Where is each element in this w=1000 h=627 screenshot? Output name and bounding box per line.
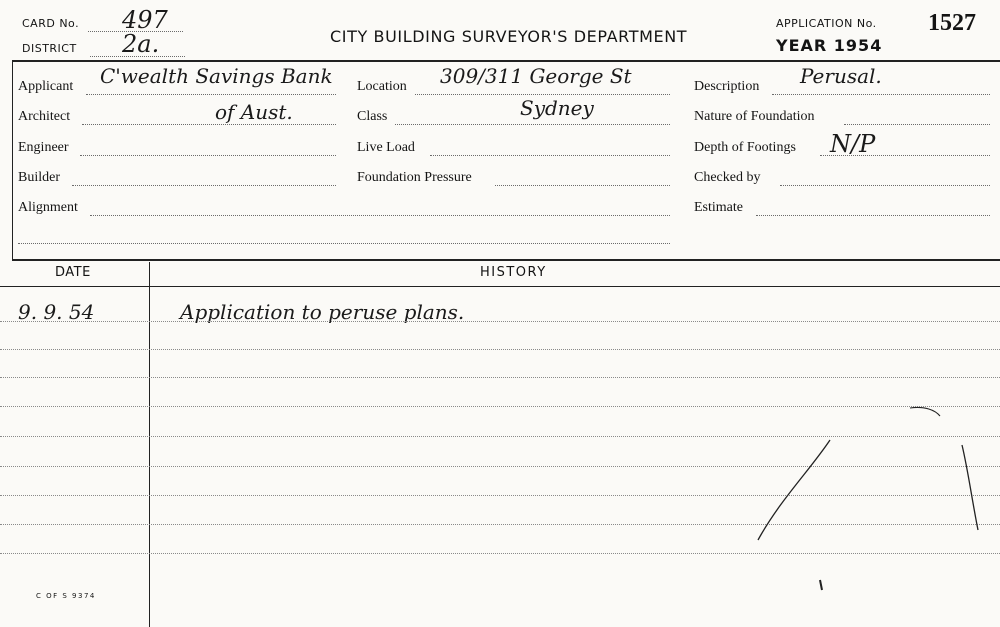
checked-by-label: Checked by bbox=[694, 170, 761, 185]
fields-left-rule bbox=[12, 60, 13, 260]
card-no-label: CARD No. bbox=[22, 17, 80, 30]
pen-scribble-marks bbox=[740, 400, 1000, 600]
form-code: C OF S 9374 bbox=[36, 592, 96, 600]
district-value: 2a. bbox=[122, 30, 160, 58]
description-value: Perusal. bbox=[800, 64, 882, 88]
depth-of-footings-value: N/P bbox=[830, 130, 876, 158]
alignment-label: Alignment bbox=[18, 200, 78, 215]
applicant-line bbox=[86, 94, 336, 95]
estimate-line bbox=[756, 215, 990, 216]
application-number: 1527 bbox=[928, 10, 976, 36]
history-header: HISTORY bbox=[480, 265, 547, 280]
blank-line bbox=[18, 243, 670, 244]
description-line bbox=[772, 94, 990, 95]
builder-line bbox=[72, 185, 336, 186]
history-entry-date: 9. 9. 54 bbox=[18, 300, 95, 324]
live-load-label: Live Load bbox=[357, 140, 415, 155]
engineer-label: Engineer bbox=[18, 140, 69, 155]
history-header-rule bbox=[0, 286, 1000, 287]
applicant-value-cont: of Aust. bbox=[215, 100, 293, 124]
history-entry-text: Application to peruse plans. bbox=[180, 300, 465, 324]
date-column-divider bbox=[149, 262, 150, 627]
foundation-pressure-label: Foundation Pressure bbox=[357, 170, 472, 185]
location-value: 309/311 George St bbox=[440, 64, 632, 88]
class-line bbox=[395, 124, 670, 125]
fields-top-rule bbox=[12, 60, 1000, 62]
fields-bottom-rule bbox=[12, 259, 1000, 261]
checked-by-line bbox=[780, 185, 990, 186]
depth-of-footings-label: Depth of Footings bbox=[694, 140, 796, 155]
history-ruled-line bbox=[0, 321, 1000, 322]
location-label: Location bbox=[357, 79, 407, 94]
location-line bbox=[415, 94, 670, 95]
application-label: APPLICATION No. bbox=[776, 17, 877, 30]
engineer-line bbox=[80, 155, 336, 156]
applicant-label: Applicant bbox=[18, 79, 74, 94]
history-ruled-line bbox=[0, 377, 1000, 378]
architect-label: Architect bbox=[18, 109, 71, 124]
date-header: DATE bbox=[55, 265, 91, 280]
estimate-label: Estimate bbox=[694, 200, 743, 215]
architect-line bbox=[82, 124, 336, 125]
district-label: DISTRICT bbox=[22, 42, 77, 55]
nature-of-foundation-label: Nature of Foundation bbox=[694, 109, 815, 124]
class-value: Sydney bbox=[520, 96, 594, 120]
department-title: CITY BUILDING SURVEYOR'S DEPARTMENT bbox=[330, 27, 688, 46]
history-ruled-line bbox=[0, 349, 1000, 350]
foundation-pressure-line bbox=[495, 185, 670, 186]
nature-of-foundation-line bbox=[844, 124, 990, 125]
description-label: Description bbox=[694, 79, 760, 94]
alignment-line bbox=[90, 215, 670, 216]
year-label: YEAR 1954 bbox=[776, 36, 883, 55]
card-no-value: 497 bbox=[122, 6, 168, 34]
applicant-value: C'wealth Savings Bank bbox=[100, 64, 333, 88]
live-load-line bbox=[430, 155, 670, 156]
builder-label: Builder bbox=[18, 170, 60, 185]
class-label: Class bbox=[357, 109, 388, 124]
